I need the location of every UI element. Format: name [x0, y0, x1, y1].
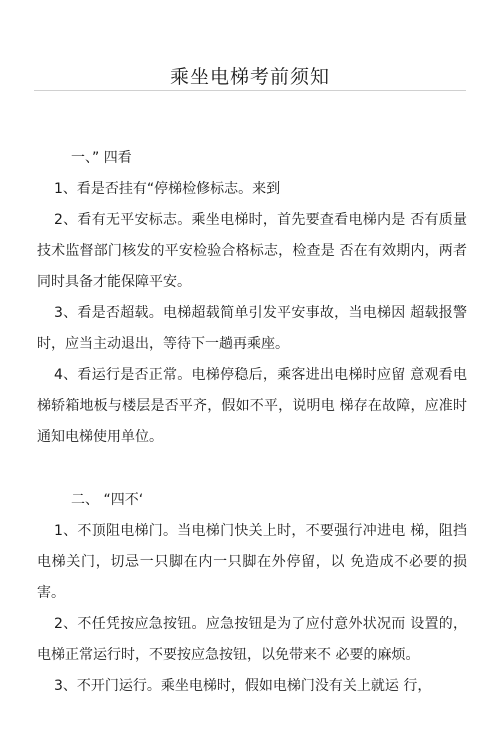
paragraph: 1、看是否挂有“停梯检修标志。来到 [54, 181, 281, 197]
title-divider [34, 90, 466, 91]
paragraph: 1、不顶阻电梯门。当电梯门快关上时，不要强行冲进电 梯，阻挡电梯关门，切忌一只脚在内一只脚在外停留，以 免造成不必要的损害。 [37, 523, 467, 601]
paragraph: 3、看是否超载。电梯超载简单引发平安事故，当电梯因 超载报警时，应当主动退出，等待下一趟再乘座。 [37, 305, 467, 352]
paragraph: 2、看有无平安标志。乘坐电梯时，首先要查看电梯内是 否有质量技术监督部门核发的平安检验合格标志，检查是 否在有效期内，两者同时具备才能保障平安。 [37, 212, 467, 290]
section-spacer [37, 453, 467, 485]
document-title: 乘坐电梯考前须知 [169, 66, 330, 88]
document-body [37, 143, 467, 702]
section-heading-four-looks: 一、” 四看 [71, 150, 132, 166]
paragraph: 4、看运行是否正常。电梯停稳后，乘客进出电梯时应留 意观看电梯轿箱地板与楼层是否平齐，假如不平，说明电 梯存在故障，应准时通知电梯使用单位。 [37, 367, 467, 445]
paragraph: 3、不开门运行。乘坐电梯时，假如电梯门没有关上就运 行， [54, 678, 432, 694]
paragraph: 2、不任凭按应急按钮。应急按钮是为了应付意外状况而 设置的，电梯正常运行时，不要按应急按钮，以免带来不 必要的麻烦。 [37, 616, 467, 663]
section-heading-four-nots: 二、 “四不‘ [71, 492, 144, 508]
